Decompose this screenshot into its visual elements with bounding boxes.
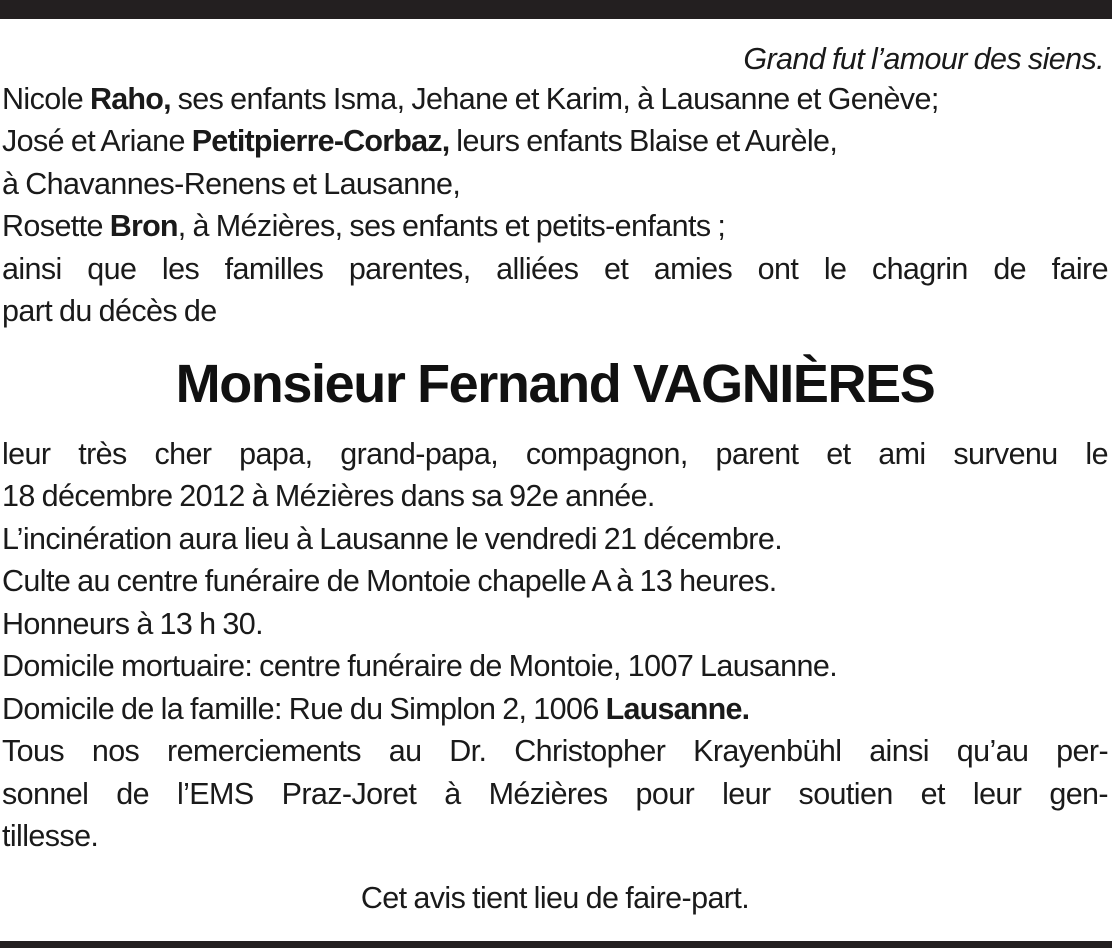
word: parentes,: [348, 251, 471, 286]
deceased-name: Monsieur Fernand VAGNIÈRES: [175, 353, 935, 414]
epigraph: Grand fut l’amour des siens.: [743, 42, 1104, 76]
family-surname: Raho,: [90, 81, 171, 116]
detail-line-thanks-2: [2, 773, 1108, 816]
family-surname: Petitpierre-Corbaz,: [191, 124, 450, 158]
word: les: [161, 251, 200, 286]
family-line-text: Rosette: [2, 209, 110, 243]
detail-line-thanks-3: tillesse.: [2, 819, 99, 853]
word: l’EMS: [176, 776, 254, 811]
word: que: [87, 251, 137, 286]
word: nos: [91, 734, 140, 768]
family-line-bron: [2, 205, 1108, 248]
word: per-: [1056, 734, 1108, 768]
family-address-city: Lausanne.: [605, 691, 750, 726]
word: alliées: [496, 251, 579, 286]
word: sonnel: [2, 776, 89, 811]
word: ainsi: [869, 734, 929, 768]
word: le: [1085, 436, 1108, 471]
word: amies: [653, 251, 733, 286]
word: pour: [635, 776, 695, 811]
word: qu’au: [956, 734, 1029, 768]
detail-line-cremation: L’incinération aura lieu à Lausanne le vendredi 21 décembre.: [2, 521, 783, 556]
word: familles: [224, 251, 324, 286]
word: de: [116, 776, 149, 811]
word: de: [993, 251, 1027, 286]
word: et: [603, 251, 629, 286]
word: Mézières: [488, 776, 608, 811]
word: ami: [878, 436, 926, 471]
detail-line-honours: Honneurs à 13 h 30.: [2, 606, 263, 641]
word: remerciements: [167, 734, 361, 768]
word: compagnon,: [525, 436, 688, 471]
word: soutien: [798, 776, 893, 811]
word: faire: [1051, 251, 1108, 286]
family-line-text: José et Ariane: [2, 124, 192, 158]
family-line-text: Nicole: [2, 81, 91, 116]
word: parent: [715, 436, 799, 471]
family-line-relatives: [2, 248, 1108, 291]
word: grand-papa,: [340, 436, 499, 471]
family-line-announcement: part du décès de: [2, 294, 217, 328]
family-address-text: Domicile de la famille: Rue du Simplon 2, 1006: [2, 691, 606, 726]
word: papa,: [239, 436, 313, 471]
word: leur: [2, 436, 51, 471]
word: chagrin: [871, 251, 968, 286]
family-surname: Bron: [109, 209, 178, 243]
word: gen-: [1049, 776, 1108, 811]
word: très: [78, 436, 127, 471]
detail-line-family-address: [2, 688, 1108, 731]
detail-line-relation: [2, 433, 1108, 476]
detail-line-date: 18 décembre 2012 à Mézières dans sa 92e année.: [2, 479, 655, 513]
obituary-notice: [2, 38, 1108, 919]
family-line-locations: à Chavannes-Renens et Lausanne,: [2, 166, 461, 201]
word: leur: [972, 776, 1022, 811]
word: Dr.: [449, 734, 487, 768]
word: le: [823, 251, 847, 286]
top-border-bar: [0, 0, 1112, 19]
word: Praz-Joret: [281, 776, 417, 811]
bottom-border-bar: [0, 941, 1112, 948]
word: leur: [722, 776, 771, 811]
word: Krayenbühl: [693, 734, 842, 768]
word: cher: [154, 436, 212, 471]
word: survenu: [953, 436, 1058, 471]
word: et: [920, 776, 945, 811]
word: à: [444, 776, 461, 811]
family-line-petitpierre: [2, 120, 1108, 163]
detail-line-service: Culte au centre funéraire de Montoie chapelle A à 13 heures.: [2, 564, 777, 598]
family-line-raho: [2, 78, 1108, 121]
word: ainsi: [2, 251, 62, 286]
word: Christopher: [514, 734, 666, 768]
word: et: [826, 436, 851, 471]
detail-line-thanks-1: [2, 730, 1108, 773]
family-line-text: , à Mézières, ses enfants et petits-enfants ;: [177, 209, 726, 243]
detail-line-mortuary: Domicile mortuaire: centre funéraire de Montoie, 1007 Lausanne.: [2, 649, 838, 683]
word: Tous: [2, 734, 65, 768]
family-line-text: leurs enfants Blaise et Aurèle,: [449, 124, 838, 158]
closing-note: Cet avis tient lieu de faire-part.: [360, 880, 750, 915]
word: ont: [757, 251, 799, 286]
word: au: [388, 734, 422, 768]
family-line-text: ses enfants Isma, Jehane et Karim, à Lausanne et Genève;: [170, 81, 939, 116]
